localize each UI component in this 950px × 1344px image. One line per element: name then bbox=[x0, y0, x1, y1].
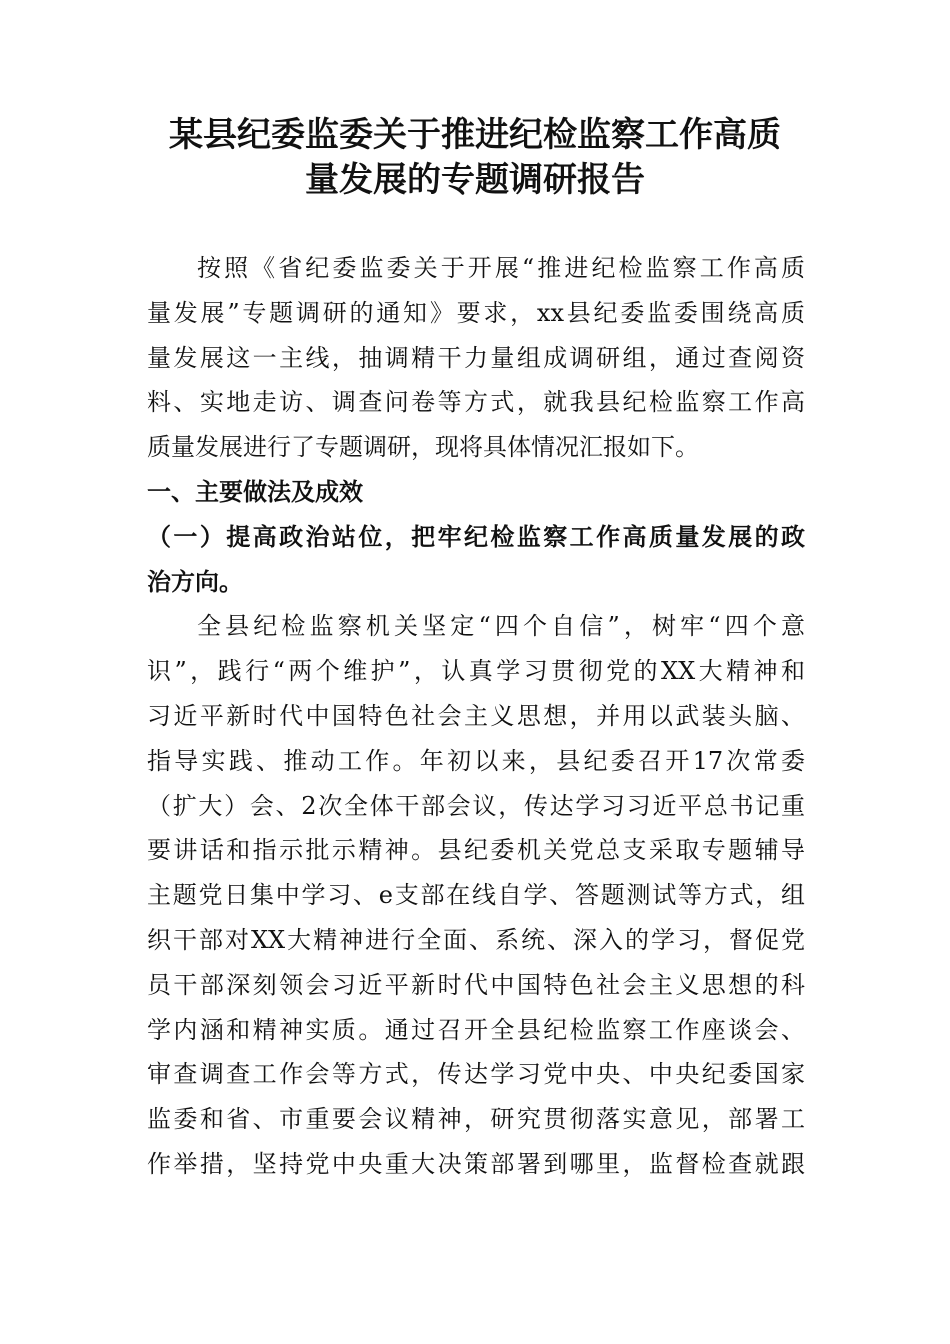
subsection-heading bbox=[147, 515, 805, 605]
section-heading: 一、主要做法及成效 bbox=[147, 477, 363, 506]
text-line: 员干部深刻领会习近平新时代中国特色社会主义思想的科 bbox=[147, 970, 805, 999]
text-line: 织干部对XX大精神进行全面、系统、深入的学习，督促党 bbox=[147, 925, 805, 954]
text-line: 指导实践、推动工作。年初以来，县纪委召开17次常委 bbox=[147, 746, 805, 775]
document-body bbox=[147, 246, 805, 1187]
title-line: 量发展的专题调研报告 bbox=[305, 160, 645, 200]
text-line: 全县纪检监察机关坚定“四个自信”，树牢“四个意 bbox=[197, 612, 805, 641]
text-line: 要讲话和指示批示精神。县纪委机关党总支采取专题辅导 bbox=[147, 836, 805, 865]
document-title bbox=[0, 113, 950, 203]
text-line: 主题党日集中学习、e支部在线自学、答题测试等方式，组 bbox=[147, 881, 805, 910]
text-line: （扩大）会、2次全体干部会议，传达学习习近平总书记重 bbox=[147, 791, 805, 820]
text-line: 料、实地走访、调查问卷等方式，就我县纪检监察工作高 bbox=[147, 388, 805, 417]
text-line: 质量发展进行了专题调研，现将具体情况汇报如下。 bbox=[147, 433, 699, 462]
body-paragraph bbox=[147, 604, 805, 1186]
title-line: 某县纪委监委关于推进纪检监察工作高质 bbox=[169, 115, 781, 155]
intro-paragraph bbox=[147, 246, 805, 470]
text-line: 量发展”专题调研的通知》要求，xx县纪委监委围绕高质 bbox=[147, 298, 805, 327]
text-line: 监委和省、市重要会议精神，研究贯彻落实意见，部署工 bbox=[147, 1105, 805, 1134]
text-line: 识”，践行“两个维护”，认真学习贯彻党的XX大精神和 bbox=[147, 657, 805, 686]
text-line: 按照《省纪委监委关于开展“推进纪检监察工作高质 bbox=[197, 254, 805, 282]
text-line: 审查调查工作会等方式，传达学习党中央、中央纪委国家 bbox=[147, 1060, 805, 1089]
text-line: （一）提高政治站位，把牢纪检监察工作高质量发展的政 bbox=[147, 521, 805, 551]
text-line: 治方向。 bbox=[147, 566, 243, 596]
text-line: 量发展这一主线，抽调精干力量组成调研组，通过查阅资 bbox=[147, 343, 805, 372]
text-line: 作举措，坚持党中央重大决策部署到哪里，监督检查就跟 bbox=[147, 1149, 805, 1178]
text-line: 习近平新时代中国特色社会主义思想，并用以武装头脑、 bbox=[147, 701, 805, 730]
text-line: 学内涵和精神实质。通过召开全县纪检监察工作座谈会、 bbox=[147, 1015, 805, 1044]
